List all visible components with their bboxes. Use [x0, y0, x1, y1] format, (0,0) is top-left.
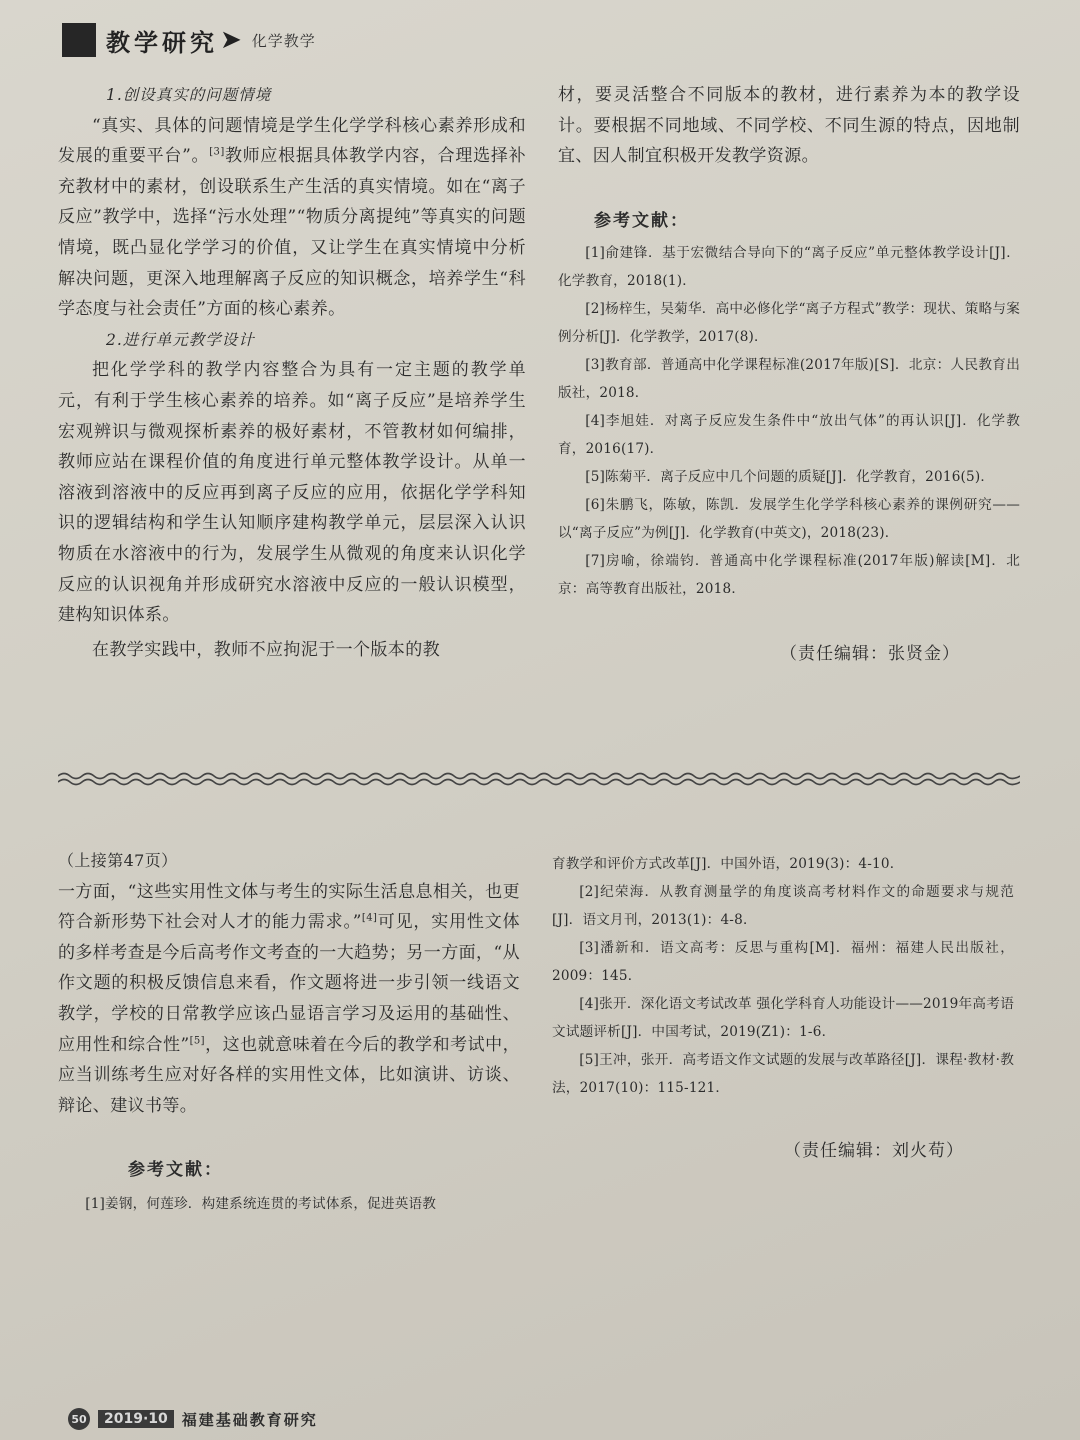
continued-paragraph	[558, 80, 1020, 172]
header-title: 教学研究	[106, 28, 218, 57]
reference-item: [5]陈菊平．离子反应中几个问题的质疑[J]．化学教育，2016(5)．	[585, 468, 995, 485]
page-footer	[68, 1406, 318, 1432]
issue-label: 2019·10	[98, 1410, 174, 1428]
references-title: 参考文献：	[128, 1160, 223, 1181]
reference-item: [4]张开．深化语文考试改革 强化学科育人功能设计——2019年高考语文试题评析[J]．中国考试，2019(Z1)：1-6．	[552, 996, 1014, 1040]
header-square-mark	[62, 23, 96, 57]
reference-item: [4]李旭娃．对离子反应发生条件中“放出气体”的再认识[J]．化学教育，2016(17)．	[558, 412, 1020, 457]
continued-from-label: （上接第47页）	[58, 851, 178, 870]
bottom-left-column	[58, 846, 520, 1218]
top-right-column	[558, 80, 1020, 664]
reference-item-continued: 育教学和评价方式改革[J]．中国外语，2019(3)：4-10．	[552, 856, 904, 872]
top-left-column	[58, 80, 526, 665]
paragraph-continued: 材，要灵活整合不同版本的教材，进行素养为本的教学设计。要根据不同地域、不同学校、不同生源的特点，因地制宜、因人制宜积极开发教学资源。	[558, 85, 1020, 167]
references-title: 参考文献：	[594, 210, 689, 231]
page-header	[62, 18, 316, 62]
subheading-2: 2.进行单元教学设计	[106, 330, 255, 349]
wavy-divider	[58, 770, 1020, 788]
responsible-editor: （责任编辑：刘火苟）	[784, 1141, 964, 1161]
reference-item: [3]教育部．普通高中化学课程标准(2017年版)[S]．北京：人民教育出版社，2018．	[558, 356, 1020, 401]
page-number: 50	[68, 1408, 90, 1430]
reference-item: [1]姜钢，何莲珍．构建系统连贯的考试体系，促进英语教	[85, 1195, 437, 1212]
citation-mark: [3]	[209, 146, 225, 158]
paragraph-practical-writing	[58, 877, 520, 1122]
paragraph-practice: 在教学实践中，教师不应拘泥于一个版本的教	[92, 639, 440, 660]
header-arrow-icon: ➤	[220, 25, 242, 55]
journal-name: 福建基础教育研究	[181, 1410, 318, 1429]
citation-mark: [4]	[361, 912, 378, 924]
responsible-editor: （责任编辑：张贤金）	[780, 643, 960, 664]
reference-item: [2]杨梓生，吴菊华．高中必修化学“离子方程式”教学：现状、策略与案例分析[J]．化学教学，2017(8)．	[558, 300, 1020, 345]
paragraph-text: ，这也就意味着在今后的教学和考试中，应当训练考生应对好各样的实用性文体，比如演讲、访谈、辩论、建议书等。	[58, 1034, 521, 1116]
subheading-1: 1.创设真实的问题情境	[106, 86, 272, 104]
citation-mark: [5]	[189, 1034, 205, 1046]
header-section: 化学教学	[251, 31, 316, 50]
bottom-right-column	[552, 850, 1014, 1161]
reference-item: [3]潘新和．语文高考：反思与重构[M]．福州：福建人民出版社，2009：145．	[552, 940, 1014, 984]
paragraph-unit-design: 把化学学科的教学内容整合为具有一定主题的教学单元，有利于学生核心素养的培养。如“离子反应”是培养学生宏观辨识与微观探析素养的极好素材，不管教材如何编排，教师应站在课程价值的角度进行单元整体教学设计。从单一溶液到溶液中的反应再到离子反应的应用，依据化学学科知识的逻辑结构和学生认知顺序建构教学单元，层层深入认识物质在水溶液中的行为，发展学生从微观的角度来认识化学反应的认识视角并形成研究水溶液中反应的一般认识模型，建构知识体系。	[58, 360, 526, 626]
paragraph-situation	[58, 111, 526, 325]
paragraph-text: “真实、具体的问题情境是学生化学学科核心素养形成和发展的重要平台”。	[58, 115, 526, 167]
reference-item: [2]纪荣海．从教育测量学的角度谈高考材料作文的命题要求与规范[J]．语文月刊，2013(1)：4-8．	[552, 884, 1014, 928]
paragraph-text: 教师应根据具体教学内容，合理选择补充教材中的素材，创设联系生产生活的真实情境。如在“离子反应”教学中，选择“污水处理”“物质分离提纯”等真实的问题情境，既凸显化学学习的价值，又让学生在真实情境中分析解决问题，更深入地理解离子反应的知识概念，培养学生“科学态度与社会责任”方面的核心素养。	[58, 146, 526, 320]
reference-item: [1]俞建锋．基于宏微结合导向下的“离子反应”单元整体教学设计[J]．化学教育，2018(1)．	[558, 244, 1020, 289]
paragraph-text: 一方面，“这些实用性文体与考生的实际生活息息相关，也更符合新形势下社会对人才的能力需求。”	[58, 881, 520, 933]
reference-item: [5]王冲，张开．高考语文作文试题的发展与改革路径[J]．课程·教材·教法，2017(10)：115-121．	[552, 1052, 1014, 1096]
reference-item: [6]朱鹏飞，陈敏，陈凯．发展学生化学学科核心素养的课例研究——以“离子反应”为例[J]．化学教育(中英文)，2018(23)．	[558, 496, 1020, 541]
reference-item: [7]房喻，徐端钧．普通高中化学课程标准(2017年版)解读[M]．北京：高等教育出版社，2018．	[558, 552, 1020, 597]
paragraph-text: 可见，实用性文体的多样考查是今后高考作文考查的一大趋势；另一方面，“从作文题的积极反馈信息来看，作文题将进一步引领一线语文教学，学校的日常教学应该凸显语言学习及运用的基础性、应用性和综合性”	[58, 912, 521, 1055]
